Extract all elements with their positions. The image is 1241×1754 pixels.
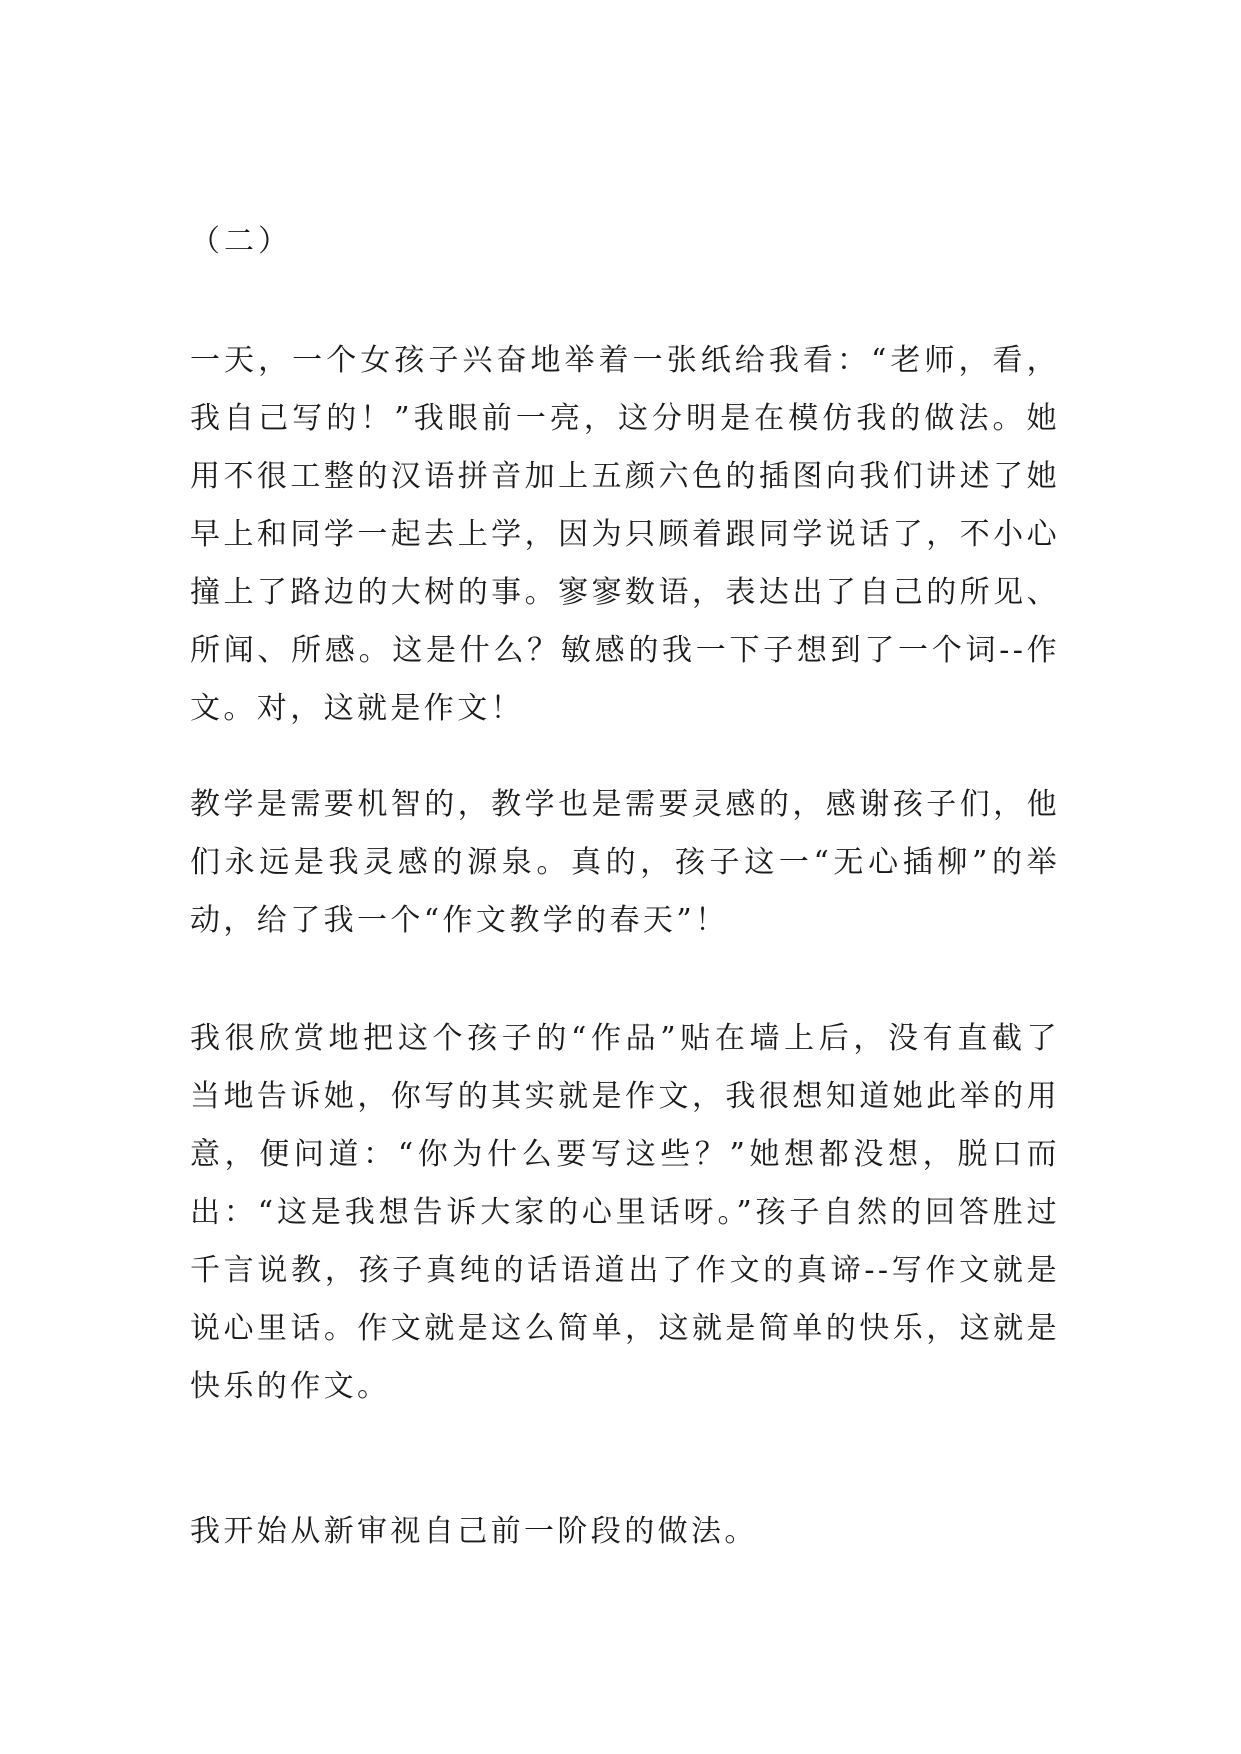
paragraph-4: 我开始从新审视自己前一阶段的做法。 (190, 1514, 758, 1549)
paragraph-2: 教学是需要机智的，教学也是需要灵感的，感谢孩子们，他们永远是我灵感的源泉。真的，孩子这一“无心插柳”的举动，给了我一个“作文教学的春天”！ (190, 787, 1060, 938)
paragraph-3: 我很欣赏地把这个孩子的“作品”贴在墙上后，没有直截了当地告诉她，你写的其实就是作文，我很想知道她此举的用意，便问道：“你为什么要写这些？”她想都没想，脱口而出：“这是我想告诉大家的心里话呀。”孩子自然的回答胜过千言说教，孩子真纯的话语道出了作文的真谛--写作文就是说心里话。作文就是这么简单，这就是简单的快乐，这就是快乐的作文。 (190, 1021, 1060, 1404)
paragraph-1: 一天，一个女孩子兴奋地举着一张纸给我看：“老师，看，我自己写的！”我眼前一亮，这分明是在模仿我的做法。她用不很工整的汉语拼音加上五颜六色的插图向我们讲述了她早上和同学一起去上学，因为只顾着跟同学说话了，不小心撞上了路边的大树的事。寥寥数语，表达出了自己的所见、所闻、所感。这是什么？敏感的我一下子想到了一个词--作文。对，这就是作文！ (190, 343, 1060, 726)
section-heading: （二） (190, 224, 292, 259)
